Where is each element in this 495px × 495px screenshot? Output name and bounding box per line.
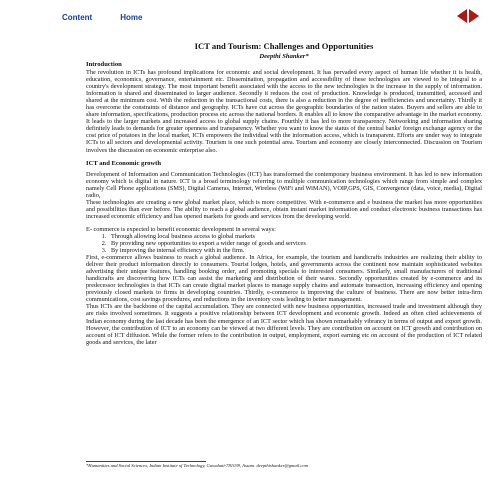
- paper-page: [86, 41, 482, 346]
- section-heading-economic-growth: ICT and Economic growth: [86, 159, 162, 167]
- paper-title: ICT and Tourism: Challenges and Opportunities: [194, 41, 374, 51]
- growth-paragraph-1: Development of Information and Communication Technologies (ICT) has transformed the contemporary business environment. It has led to new information economy which is digital in nature. ICT is a broad terminology referring to multiple communication technologies which range from simple and complex namely Cell Phone applications (SMS), Digital Cameras, Internet, Wireless (WiFi and WiMAN), VOIP,GPS, GIS, Convergence (data, voice, media), Digital radio,: [86, 170, 482, 199]
- top-navigation-bar: [0, 0, 495, 40]
- footnote: *Humanities and Social Sciences, Indian Institute of Technology, Guwahati-781039, Assam. deepthishanker@gmail.com: [86, 463, 309, 468]
- list-item: 1. Through allowing local business access to global markets: [108, 233, 482, 240]
- home-link[interactable]: Home: [120, 13, 143, 22]
- benefits-list: [86, 233, 482, 254]
- paper-author: Deepthi Shanker*: [259, 53, 309, 60]
- nav-links: [62, 13, 142, 22]
- footnote-divider: [86, 461, 206, 462]
- intro-paragraph: The revolution in ICTs has profound implications for economic and social development. It has pervaded every aspect of human life whether it is health, education, economics, governance, entertainment etc. Dissemination, propagation and accessibility of these technologies are viewed to be integral to a country's development strategy. The most important benefit associated with the access to the new technologies is the increase in the supply of information. Information is shared and disseminated to larger audience. Secondly it reduces the cost of production. Knowledge is produced, transmitted, accessed and shared at the minimum cost. With the reduction in the transactional costs, there is also a reduction in the degree of inefficiencies and uncertainty. Thirdly it has overcome the constraints of distance and geography. ICTs have cut across the geographic boundaries of the nation states. Buyers and sellers are able to share information, specifications, production process etc across the national borders. It enables all to know the comparative advantage in the market economy. It leads to the larger markets and increased access to global supply chains. Fourthly it has led to more transparency. Networking and information sharing definitely leads to demands for greater openness and transparency. Whether you want to know the status of the central banks' foreign exchange agency or the cost price of potatoes in the local market, ICTs empowers the individual with the information access, which is transparent. Efforts are under way to integrate ICTs to all sectors and developmental activity. Tourism is one such potential area. Tourism and economy are closely interconnected. Discussion on Tourism involves the discussion on economic enterprise also.: [86, 69, 482, 154]
- growth-paragraph-5: Thus ICTs are the backbone of the capital accumulation. They are connected with new business opportunities, increased trade and investment although they are risks involved sometimes. It suggests a positive relationship between ICT development and economic growth. Indeed an often cited achievements of Indian economy during the last decade has been the emergence of an ICT sector which has shown remarkably vibrancy in terms of output and export growth. However, the contribution of ICT to an economy can be viewed at two different levels. They are contribution on account on ICT growth and contribution on account of ICT diffusion. While the former refers to the contribution in output, employment, export earning etc on account of the production of ICT related goods and services, the later: [86, 303, 482, 346]
- list-item: 3. By improving the internal efficiency with in the firm.: [108, 247, 482, 254]
- growth-paragraph-4: First, e-commerce allows business to reach a global audience. In Africa, for example, the tourism and handicrafts industries are realizing their ability to deliver their product information directly to consumers. Tourist lodges, hotels, and governments across the continent now maintain sophisticated websites advertising their unique features, handling booking order, and promoting specials to interested consumers. Similarly, small manufacturers of traditional handicrafts are discovering how ICTs can assist the marketing and distribution of their wares. Secondly opportunities created by e-commerce and its predecessor technologies is that ICTs can create digital market places to manage supply chains and automate transaction, increasing efficiency and opening previously closed markets to firms in developing countries. Thirdly, e-commerce is improving the culture of business. There are now better intra-firm communications, cost savings procedures, and reductions in the inventory costs leading to better management.: [86, 254, 482, 304]
- content-link[interactable]: Content: [62, 13, 93, 22]
- list-item: 2. By providing new opportunities to export a wider range of goods and services: [108, 240, 482, 247]
- section-heading-introduction: Introduction: [86, 61, 122, 68]
- growth-paragraph-3: E- commerce is expected to benefit economic development in several ways:: [86, 225, 276, 233]
- growth-paragraph-2: These technologies are creating a new global market place, which is more competitive. With e-commerce and e business the market has more opportunities and possibilities than ever before. The ability to reach a global audience, obtain instant market information and conduct electronic business transactions has increased economic efficiency and has opened markets for goods and services from the developing world.: [86, 198, 482, 220]
- nav-arrows-icon[interactable]: [456, 8, 480, 24]
